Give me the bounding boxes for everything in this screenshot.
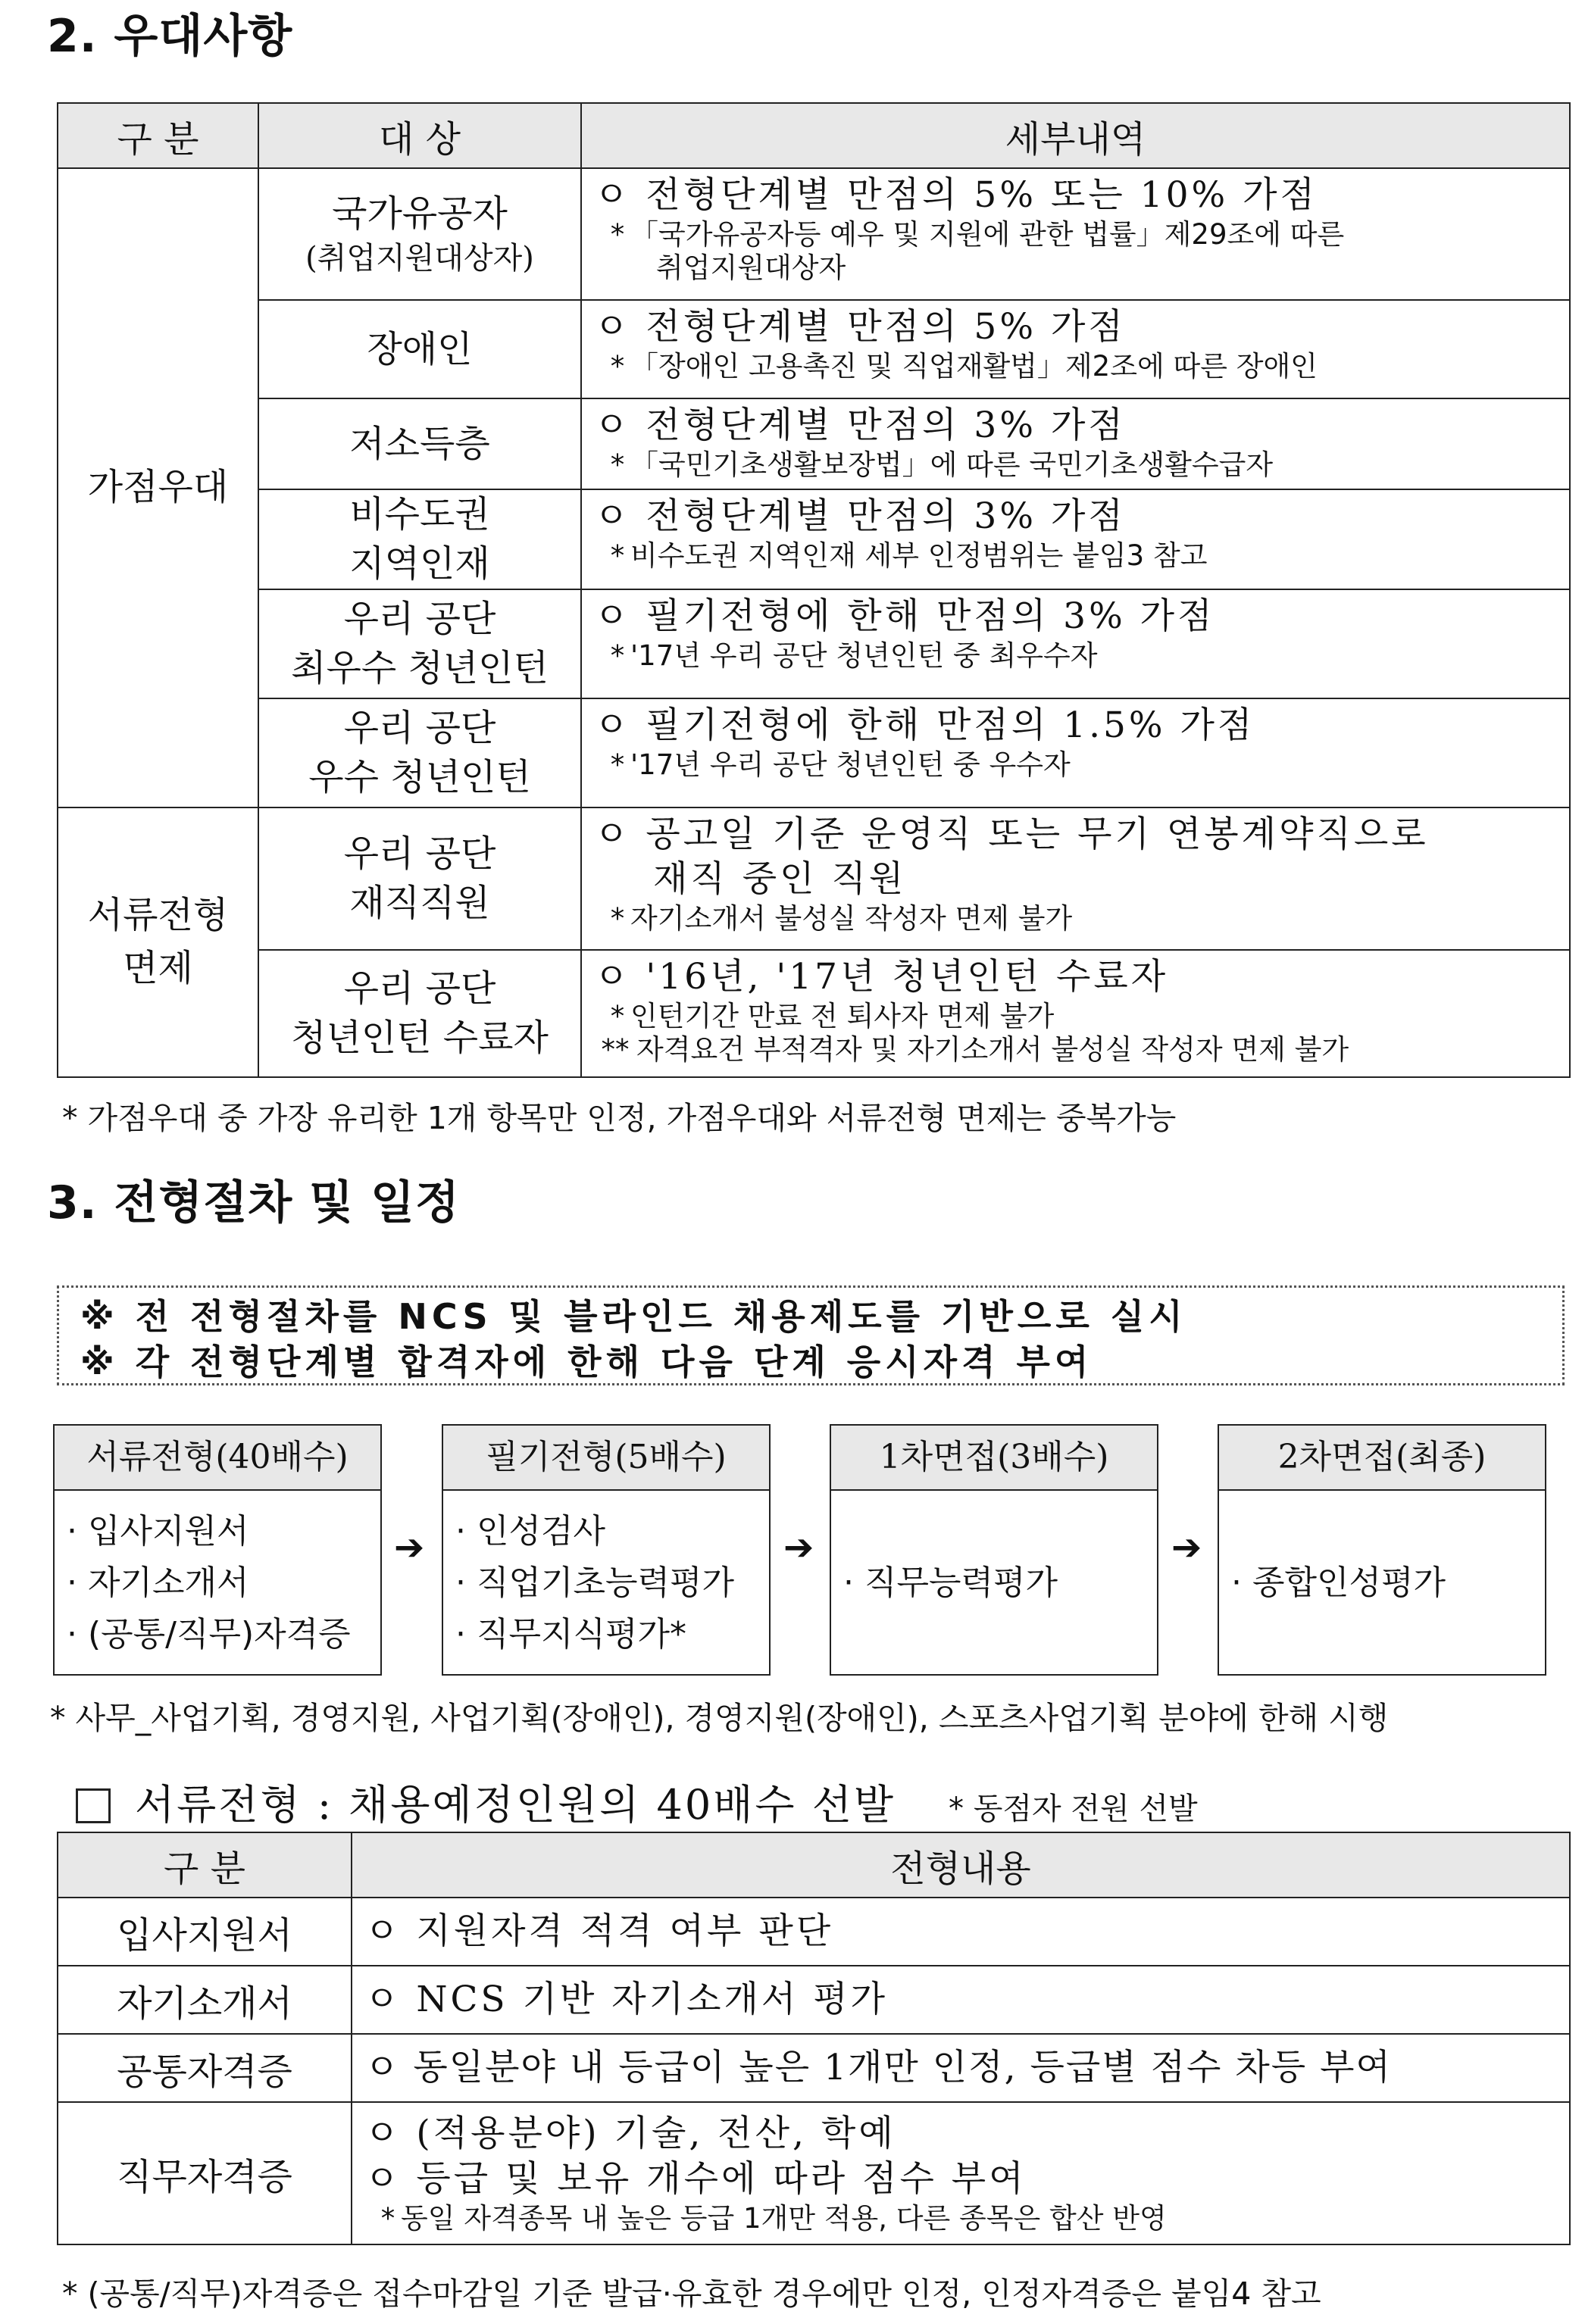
target-cell [258, 950, 581, 1077]
table-row [58, 300, 1570, 398]
asterisk-icon: * [610, 349, 625, 383]
flow-step-title: 서류전형(40배수) [55, 1426, 380, 1491]
notice-line: ※ 전 전형절차를 NCS 및 블라인드 채용제도를 기반으로 실시 [80, 1296, 1187, 1337]
asterisk-icon: * [610, 901, 625, 935]
flow-step-written [442, 1424, 771, 1676]
flow-step-title: 1차면접(3배수) [831, 1426, 1157, 1491]
table-row [58, 1898, 1570, 1966]
header-details: 세부내역 [581, 103, 1570, 168]
target-line: 우수 청년인턴 [308, 756, 531, 798]
table-row [58, 1966, 1570, 2034]
asterisk-icon: * [610, 217, 625, 251]
detail-cell [581, 698, 1570, 807]
detail-main: ㅇ 전형단계별 만점의 5% 가점 [594, 306, 1126, 348]
detail-cell [581, 398, 1570, 489]
double-asterisk-icon: ** [601, 1033, 630, 1067]
detail-cell [581, 168, 1570, 300]
detail-main: ㅇ 필기전형에 한해 만점의 3% 가점 [594, 595, 1215, 637]
flow-step-item: · 자기소개서 [67, 1563, 249, 1602]
notice-box [57, 1285, 1565, 1385]
flow-step-item: · 직무능력평가 [843, 1563, 1058, 1602]
doc-screening-table [57, 1832, 1571, 2245]
detail-main: ㅇ 전형단계별 만점의 3% 가점 [594, 405, 1126, 446]
flow-step-item: · 인성검사 [455, 1512, 605, 1551]
detail-note: '17년 우리 공단 청년인턴 중 최우수자 [630, 639, 1098, 672]
target-cell [258, 589, 581, 698]
doc-screening-note: * 동점자 전원 선발 [949, 1791, 1198, 1826]
row-content: ㅇ 등급 및 보유 개수에 따라 점수 부여 [364, 2157, 1027, 2200]
detail-note: 「국민기초생활보장법」에 따른 국민기초생활수급자 [630, 448, 1274, 481]
category-waiver [58, 807, 258, 1077]
target-line: 최우수 청년인턴 [291, 647, 549, 689]
detail-note: 자기소개서 불성실 작성자 면제 불가 [630, 901, 1073, 935]
asterisk-icon: * [610, 999, 625, 1032]
row-note: 동일 자격종목 내 높은 등급 1개만 적용, 다른 종목은 합산 반영 [401, 2201, 1167, 2235]
target-line: 우리 공단 [343, 832, 496, 876]
preferences-table [57, 102, 1571, 1078]
table-row [58, 2034, 1570, 2102]
flow-step-title: 2차면접(최종) [1219, 1426, 1545, 1491]
asterisk-icon: * [610, 639, 625, 672]
flow-footnote: * 사무_사업기획, 경영지원, 사업기획(장애인), 경영지원(장애인), 스포츠사업기획 분야에 한해 시행 [50, 1700, 1389, 1736]
target-label: 장애인 [258, 300, 581, 398]
target-line: 우리 공단 [343, 967, 496, 1011]
row-content: ㅇ 지원자격 적격 여부 판단 [364, 1910, 834, 1952]
flow-step-document [53, 1424, 382, 1676]
target-line: 재직직원 [349, 882, 490, 924]
detail-main: ㅇ '16년, '17년 청년인턴 수료자 [594, 956, 1169, 998]
flow-step-item: · 종합인성평가 [1231, 1563, 1446, 1602]
category-bonus: 가점우대 [58, 168, 258, 807]
flow-step-item: · 입사지원서 [67, 1512, 249, 1551]
detail-note-cont: 취업지원대상자 [656, 251, 846, 285]
target-cell [258, 698, 581, 807]
asterisk-icon: * [610, 748, 625, 781]
target-line: 지역인재 [349, 542, 490, 585]
header-target: 대 상 [258, 103, 581, 168]
asterisk-icon: * [610, 539, 625, 572]
flow-step-interview-1 [830, 1424, 1158, 1676]
asterisk-icon: * [610, 448, 625, 481]
table-row [58, 589, 1570, 698]
flow-step-item: · 직업기초능력평가 [455, 1563, 735, 1602]
doc-screening-title: 서류전형 : 채용예정인원의 40배수 선발 [135, 1781, 896, 1829]
target-cell [258, 168, 581, 300]
flow-step-item: · (공통/직무)자격증 [67, 1615, 351, 1654]
arrow-right-icon: ➔ [783, 1526, 814, 1569]
asterisk-icon: * [380, 2201, 395, 2235]
preferences-footnote: * 가점우대 중 가장 유리한 1개 항목만 인정, 가점우대와 서류전형 면제는 중복가능 [62, 1100, 1177, 1136]
detail-main-cont: 재직 중인 직원 [653, 857, 907, 900]
category-line: 면제 [123, 947, 193, 989]
checkbox-square-icon [76, 1788, 111, 1823]
table-row [58, 807, 1570, 950]
detail-note: 인턴기간 만료 전 퇴사자 면제 불가 [630, 999, 1055, 1032]
row-content: ㅇ NCS 기반 자기소개서 평가 [364, 1979, 889, 2020]
notice-line: ※ 각 전형단계별 합격자에 한해 다음 단계 응시자격 부여 [80, 1342, 1093, 1382]
table-row [58, 950, 1570, 1077]
row-label: 입사지원서 [58, 1898, 352, 1966]
detail-cell [581, 300, 1570, 398]
category-line: 서류전형 [87, 894, 229, 937]
table-header-row [58, 103, 1570, 168]
detail-cell [581, 589, 1570, 698]
target-label: 저소득층 [258, 398, 581, 489]
flow-step-title: 필기전형(5배수) [443, 1426, 769, 1491]
section-title-preferences: 2. 우대사항 [47, 10, 293, 63]
detail-note: 「장애인 고용촉진 및 직업재활법」제2조에 따른 장애인 [630, 349, 1318, 383]
target-line: 청년인턴 수료자 [291, 1017, 549, 1059]
row-content: ㅇ 동일분야 내 등급이 높은 1개만 인정, 등급별 점수 차등 부여 [364, 2047, 1392, 2088]
table-row [58, 698, 1570, 807]
detail-note-2: 자격요건 부적격자 및 자기소개서 불성실 작성자 면제 불가 [636, 1033, 1349, 1067]
target-line: 비수도권 [349, 493, 490, 536]
row-label: 직무자격증 [58, 2102, 352, 2244]
target-label: 국가유공자 [332, 192, 508, 235]
detail-cell [581, 807, 1570, 950]
arrow-right-icon: ➔ [394, 1526, 425, 1569]
header-category: 구 분 [58, 1832, 352, 1898]
flow-step-interview-2 [1218, 1424, 1546, 1676]
table-row [58, 168, 1570, 300]
detail-note: 비수도권 지역인재 세부 인정범위는 붙임3 참고 [630, 539, 1208, 572]
target-sublabel: (취업지원대상자) [305, 241, 534, 276]
detail-main: ㅇ 전형단계별 만점의 5% 또는 10% 가점 [594, 174, 1318, 216]
detail-cell [581, 489, 1570, 589]
detail-main: ㅇ 전형단계별 만점의 3% 가점 [594, 495, 1126, 537]
certificate-footnote: * (공통/직무)자격증은 접수마감일 기준 발급·유효한 경우에만 인정, 인정자격증은 붙임4 참고 [62, 2276, 1321, 2312]
header-category: 구 분 [58, 103, 258, 168]
detail-cell [581, 950, 1570, 1077]
detail-note: '17년 우리 공단 청년인턴 중 우수자 [630, 748, 1071, 781]
flow-step-item: · 직무지식평가* [455, 1615, 686, 1654]
target-line: 우리 공단 [343, 707, 496, 750]
row-content: ㅇ (적용분야) 기술, 전산, 학예 [364, 2112, 896, 2154]
section-title-procedure: 3. 전형절차 및 일정 [47, 1176, 460, 1229]
arrow-right-icon: ➔ [1171, 1526, 1202, 1569]
detail-main: ㅇ 필기전형에 한해 만점의 1.5% 가점 [594, 704, 1255, 746]
target-line: 우리 공단 [343, 598, 496, 641]
target-cell [258, 489, 581, 589]
table-header-row [58, 1832, 1570, 1898]
table-row [58, 398, 1570, 489]
table-row [58, 2102, 1570, 2244]
header-content: 전형내용 [352, 1832, 1570, 1898]
detail-note: 「국가유공자등 예우 및 지원에 관한 법률」제29조에 따른 [630, 217, 1345, 251]
doc-screening-heading [76, 1773, 1198, 1831]
detail-main: ㅇ 공고일 기준 운영직 또는 무기 연봉계약직으로 [594, 814, 1429, 855]
row-label: 공통자격증 [58, 2034, 352, 2102]
row-label: 자기소개서 [58, 1966, 352, 2034]
table-row [58, 489, 1570, 589]
target-cell [258, 807, 581, 950]
